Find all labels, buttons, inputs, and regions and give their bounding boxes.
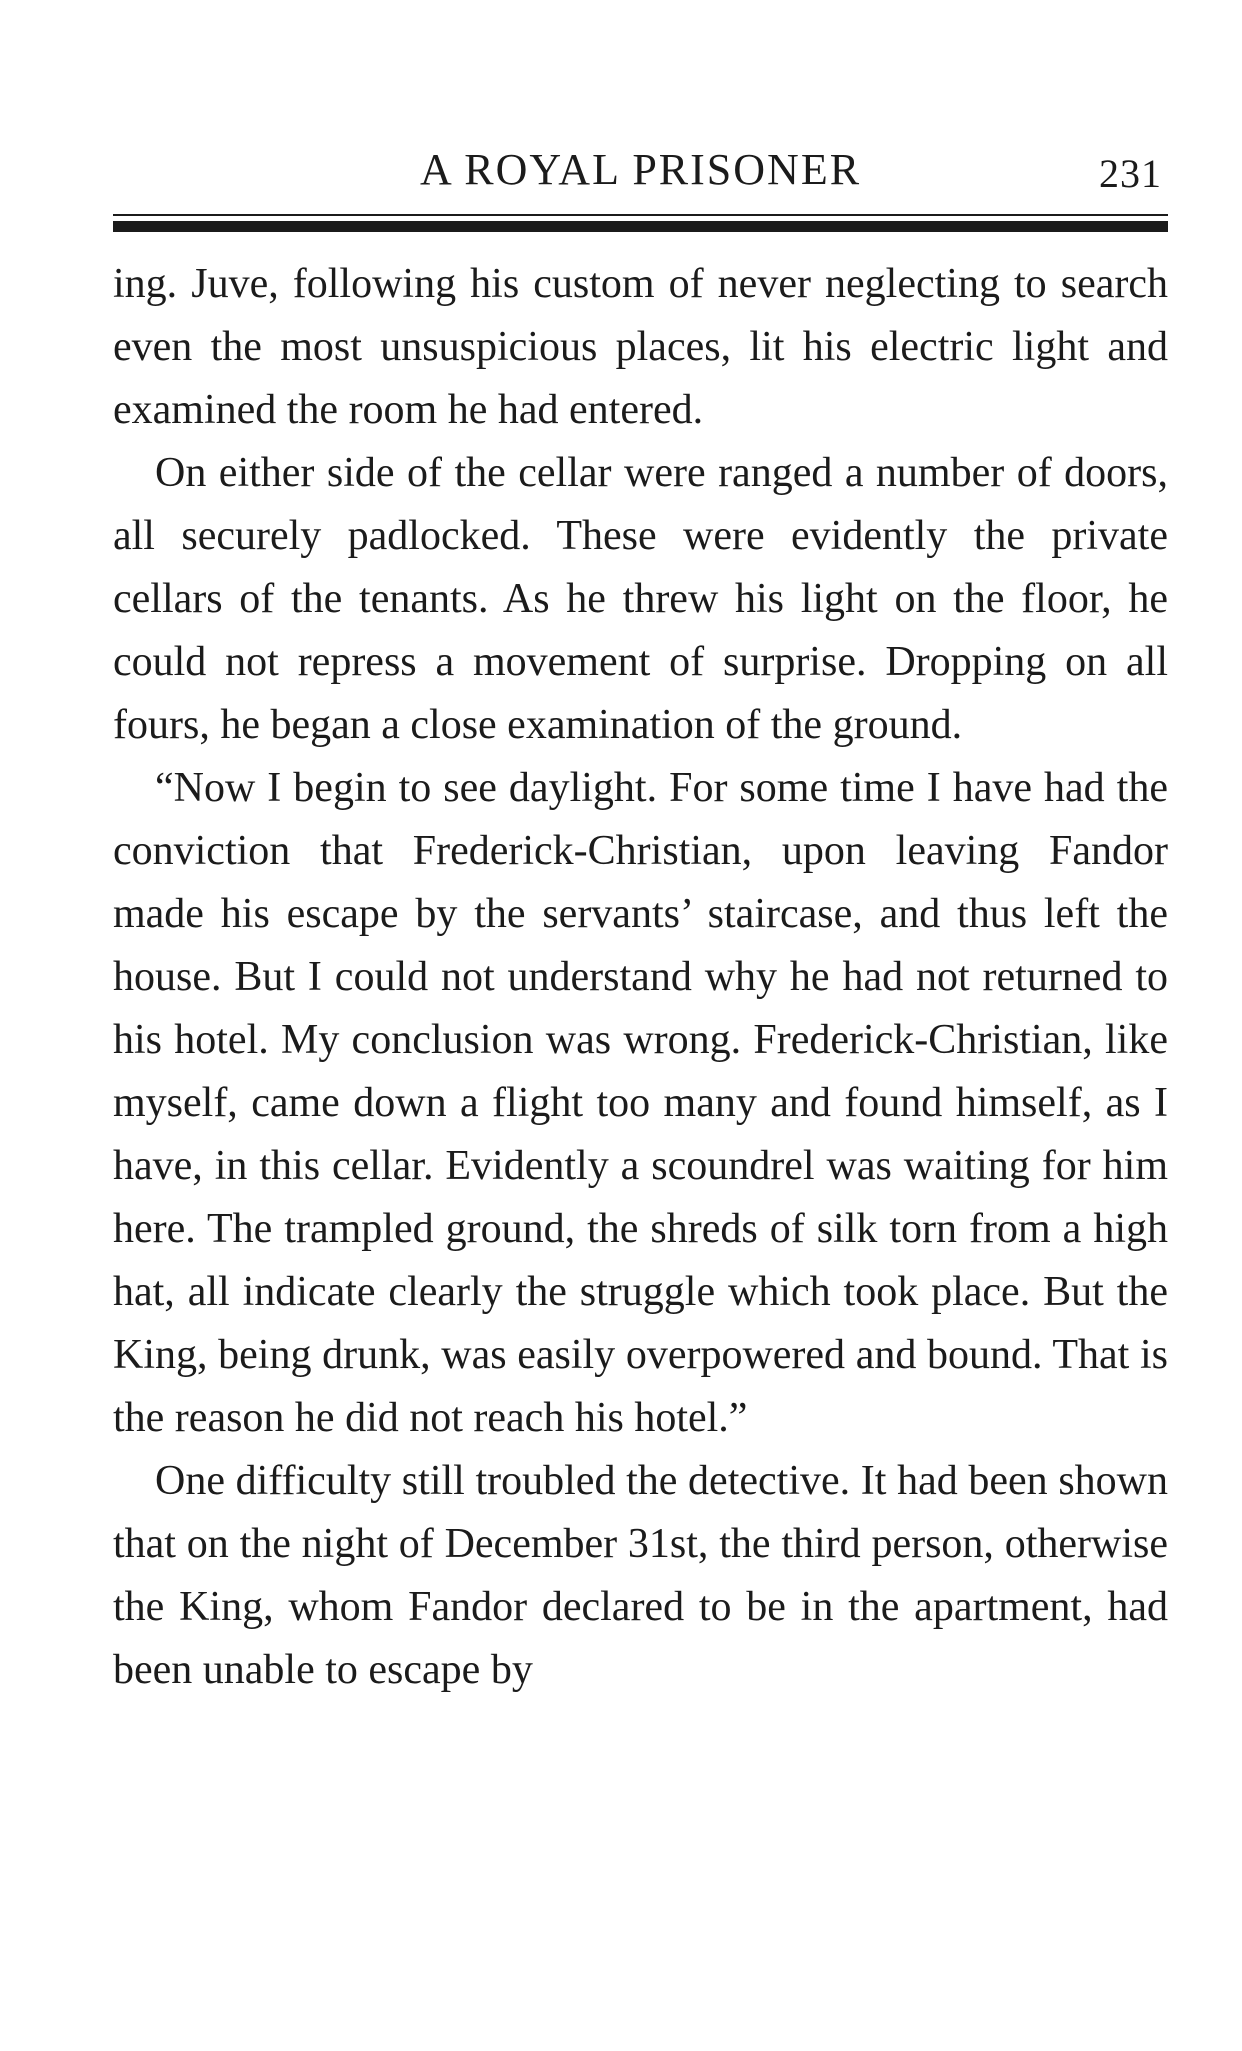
header-rule-thin: [113, 214, 1168, 216]
running-header: [113, 142, 1168, 198]
paragraph-continued: ing. Juve, following his custom of never neglecting to search even the most unsuspicious places, lit his electric light and examined the room he had entered.: [113, 261, 1168, 433]
header-rule-thick: [113, 221, 1168, 232]
paragraph: One difficulty still troubled the detective. It had been shown that on the night of December 31st, the third person, otherwise the King, whom Fandor declared to be in the apartment, had been unable to escape by: [113, 1458, 1168, 1693]
page-number: 231: [1099, 151, 1162, 196]
running-title: A ROYAL PRISONER: [419, 145, 862, 194]
paragraph: On either side of the cellar were ranged a number of doors, all securely padlocked. These were evidently the private cellars of the tenants. As he threw his light on the floor, he could not repress a movement of surprise. Dropping on all fours, he began a close examination of the ground.: [113, 450, 1168, 748]
paragraph: “Now I begin to see daylight. For some time I have had the conviction that Frederick-Christian, upon leaving Fandor made his escape by the servants’ staircase, and thus left the house. But I could not understand why he had not returned to his hotel. My conclusion was wrong. Frederick-Christian, like myself, came down a flight too many and found himself, as I have, in this cellar. Evidently a scoundrel was waiting for him here. The trampled ground, the shreds of silk torn from a high hat, all indicate clearly the struggle which took place. But the King, being drunk, was easily overpowered and bound. That is the reason he did not reach his hotel.”: [113, 765, 1168, 1441]
body-text: [113, 253, 1168, 1702]
